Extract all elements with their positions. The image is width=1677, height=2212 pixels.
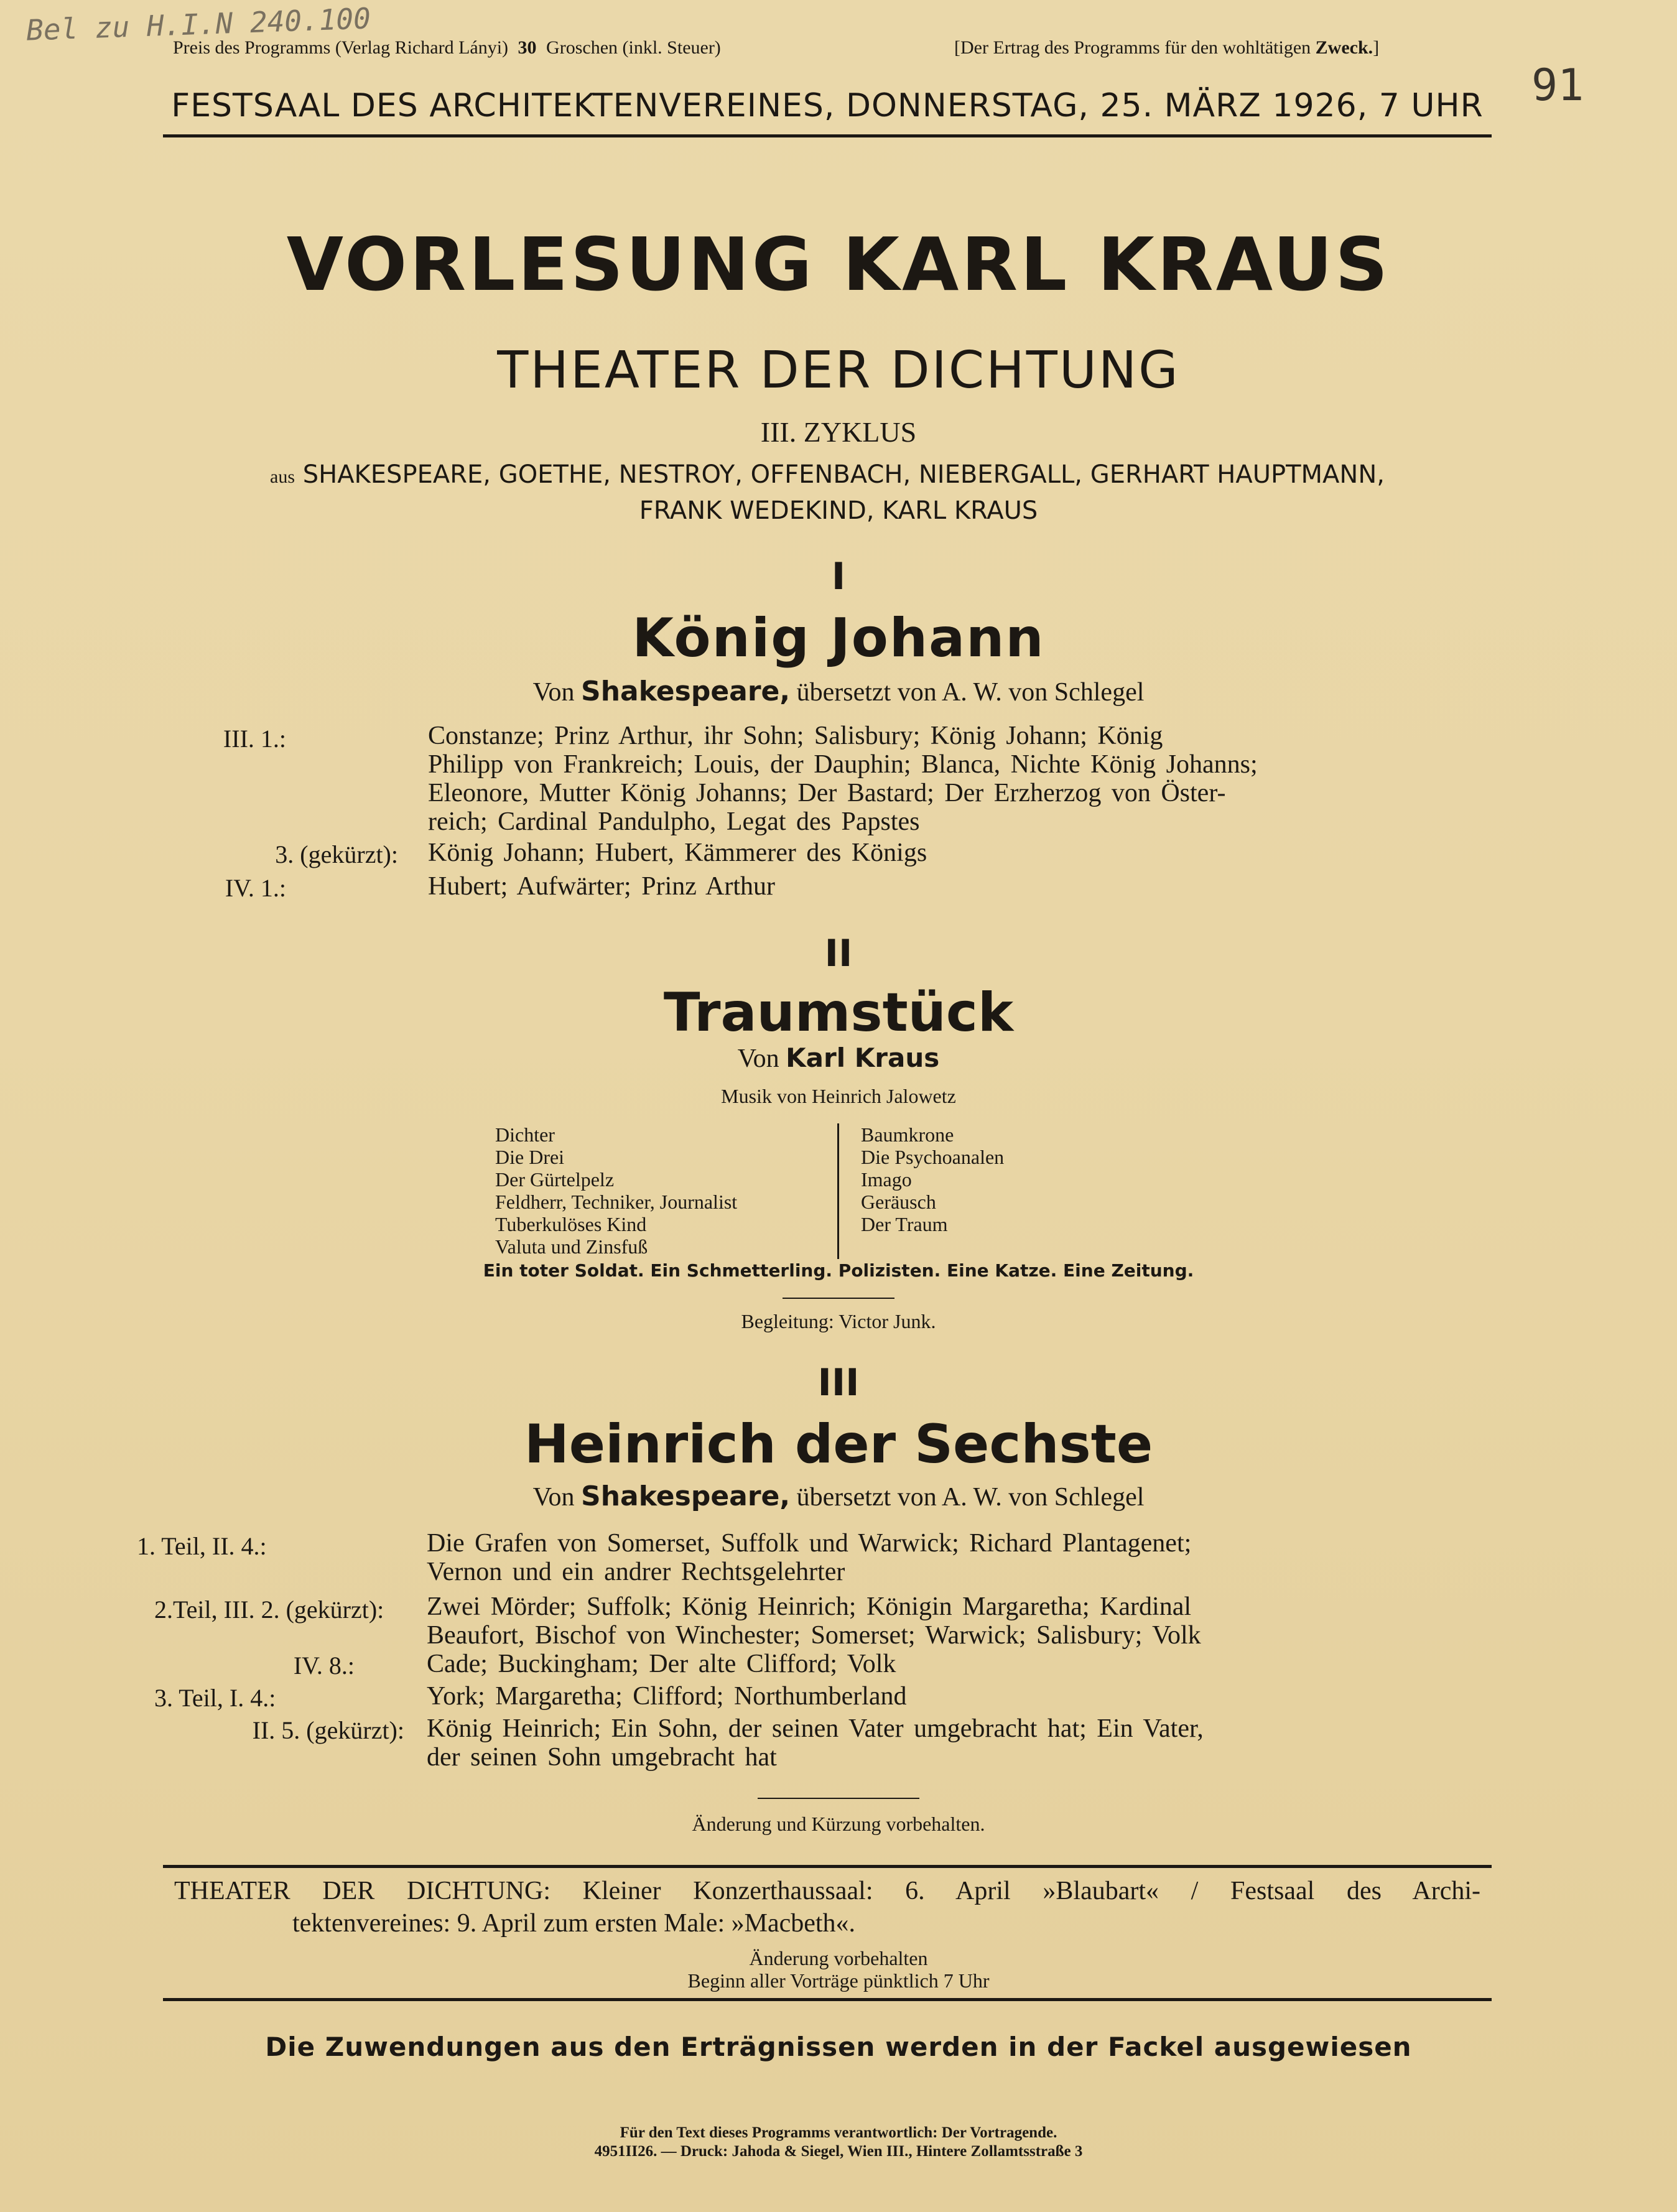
scene-label: IV. 1.:	[225, 874, 286, 902]
part2-title: Traumstück	[663, 982, 1014, 1044]
scene-label: 3. Teil, I. 4.:	[154, 1684, 276, 1712]
imprint-line-2: 4951II26. — Druck: Jahoda & Siegel, Wien III., Hintere Zollamtsstraße 3	[594, 2143, 1083, 2160]
proceeds-bracket: ]	[1373, 37, 1380, 58]
archive-note: Bel zu H.I.N 240.100	[26, 1, 371, 47]
scene-cast	[427, 1592, 1361, 1650]
part3-numeral: III	[817, 1361, 860, 1405]
part3-rule	[758, 1798, 919, 1799]
scene-cast	[427, 1682, 1361, 1711]
roles-left	[495, 1123, 737, 1258]
scene-label: III. 1.:	[223, 725, 286, 753]
notice-footer	[0, 1947, 1677, 1992]
cast-line: König Heinrich; Ein Sohn, der seinen Vater umgebracht hat; Ein Vater,	[427, 1714, 1204, 1743]
cast-line: Philipp von Frankreich; Louis, der Dauphin; Blanca, Nichte König Johanns;	[428, 750, 1258, 779]
cast-line: Hubert; Aufwärter; Prinz Arthur	[428, 872, 776, 901]
part3-title: Heinrich der Sechste	[524, 1413, 1153, 1475]
authors-line-1	[162, 460, 1493, 489]
cast-line: Eleonore, Mutter König Johanns; Der Bastard; Der Erzherzog von Öster-	[428, 779, 1226, 807]
notice-line-1: THEATER DER DICHTUNG: Kleiner Konzerthaussaal: 6. April »Blaubart« / Festsaal des Archi-	[174, 1877, 1480, 1905]
part2-rule	[783, 1298, 894, 1299]
part1-translator: übersetzt von A. W. von Schlegel	[796, 678, 1145, 707]
scene-cast	[427, 1529, 1361, 1586]
part2-music: Musik von Heinrich Jalowetz	[721, 1085, 956, 1107]
roles-right	[861, 1123, 1004, 1235]
role: Tuberkulöses Kind	[495, 1213, 647, 1235]
proceeds-bold: Zweck.	[1315, 37, 1373, 58]
notice-text	[174, 1875, 1480, 1940]
cycle-label: III. ZYKLUS	[760, 416, 917, 448]
cast-line: reich; Cardinal Pandulpho, Legat des Papstes	[428, 807, 920, 836]
part1-author: Shakespeare,	[581, 676, 791, 707]
scene-cast	[427, 1714, 1361, 1772]
part2-extras: Ein toter Soldat. Ein Schmetterling. Polizisten. Eine Katze. Eine Zeitung.	[483, 1260, 1194, 1281]
role: Imago	[861, 1168, 912, 1191]
scene-label: II. 5. (gekürzt):	[252, 1716, 404, 1744]
part1-byline	[0, 676, 1677, 707]
notice-bottom-rule	[163, 1998, 1492, 2001]
authors-aus: aus	[270, 467, 295, 487]
part3-by-pre: Von	[532, 1483, 575, 1512]
scene-label: 3. (gekürzt):	[275, 840, 398, 868]
part3-byline	[0, 1480, 1677, 1512]
price-line	[173, 37, 721, 58]
cast-line: König Johann; Hubert, Kämmerer des Königs	[428, 839, 927, 867]
role: Der Traum	[861, 1213, 948, 1235]
imprint	[0, 2124, 1677, 2161]
scene-cast	[428, 872, 1360, 901]
part2-author: Karl Kraus	[786, 1043, 940, 1073]
cast-line: Constanze; Prinz Arthur, ihr Sohn; Salisbury; König Johann; König	[428, 722, 1163, 750]
part2-byline	[0, 1043, 1677, 1074]
scene-label: IV. 8.:	[293, 1652, 355, 1680]
cast-line: Zwei Mörder; Suffolk; König Heinrich; Königin Margaretha; Kardinal	[427, 1592, 1192, 1621]
role: Die Psychoanalen	[861, 1146, 1005, 1168]
imprint-line-1: Für den Text dieses Programms verantwortlich: Der Vortragende.	[620, 2124, 1057, 2141]
cast-line: Cade; Buckingham; Der alte Clifford; Volk	[427, 1650, 896, 1678]
notice-start: Beginn aller Vorträge pünktlich 7 Uhr	[687, 1969, 990, 1992]
role: Valuta und Zinsfuß	[495, 1235, 648, 1258]
part2-by-pre: Von	[737, 1044, 779, 1073]
roles-divider	[837, 1123, 839, 1259]
proceeds-line	[954, 37, 1379, 58]
part3-translator: übersetzt von A. W. von Schlegel	[796, 1483, 1145, 1512]
price-amount: 30	[518, 37, 537, 58]
header-rule	[163, 134, 1492, 137]
donations-line: Die Zuwendungen aus den Erträgnissen werden in der Fackel ausgewiesen	[265, 2032, 1412, 2062]
cast-line: der seinen Sohn umgebracht hat	[427, 1743, 777, 1772]
role: Die Drei	[495, 1146, 565, 1168]
scene-cast	[427, 1650, 1361, 1678]
part1-numeral: I	[831, 555, 846, 598]
cast-line: Beaufort, Bischof von Winchester; Somerset; Warwick; Salisbury; Volk	[427, 1621, 1201, 1650]
authors-line-2: FRANK WEDEKIND, KARL KRAUS	[639, 496, 1038, 525]
page-number: 91	[1531, 60, 1584, 111]
part2-accompaniment: Begleitung: Victor Junk.	[741, 1310, 936, 1332]
price-text: Preis des Programms (Verlag Richard Lányi)	[173, 37, 509, 58]
venue-line: FESTSAAL DES ARCHITEKTENVEREINES, DONNERSTAG, 25. MÄRZ 1926, 7 UHR	[171, 87, 1484, 124]
notice-change: Änderung vorbehalten	[749, 1947, 928, 1969]
notice-top-rule	[163, 1865, 1492, 1868]
authors-list-1: SHAKESPEARE, GOETHE, NESTROY, OFFENBACH, NIEBERGALL, GERHART HAUPTMANN,	[302, 460, 1385, 489]
part2-numeral: II	[824, 932, 853, 975]
scene-label: 2.Teil, III. 2. (gekürzt):	[154, 1596, 384, 1624]
role: Baumkrone	[861, 1123, 954, 1146]
cast-line: York; Margaretha; Clifford; Northumberland	[427, 1682, 907, 1711]
cast-line: Vernon und ein andrer Rechtsgelehrter	[427, 1558, 845, 1586]
scene-label: 1. Teil, II. 4.:	[137, 1532, 267, 1560]
part1-by-pre: Von	[532, 678, 575, 707]
main-title: VORLESUNG KARL KRAUS	[286, 221, 1391, 307]
role: Geräusch	[861, 1191, 936, 1213]
role: Der Gürtelpelz	[495, 1168, 615, 1191]
cast-line: Die Grafen von Somerset, Suffolk und Warwick; Richard Plantagenet;	[427, 1529, 1192, 1558]
price-unit: Groschen (inkl. Steuer)	[546, 37, 721, 58]
part3-reserve: Änderung und Kürzung vorbehalten.	[692, 1813, 985, 1835]
part3-author: Shakespeare,	[581, 1480, 791, 1512]
scene-cast	[428, 722, 1360, 836]
role: Dichter	[495, 1123, 555, 1146]
scene-cast	[428, 839, 1360, 867]
part1-title: König Johann	[632, 607, 1045, 669]
proceeds-text: [Der Ertrag des Programms für den wohltätigen	[954, 37, 1311, 58]
series-title: THEATER DER DICHTUNG	[497, 341, 1180, 400]
notice-line-2: tektenvereines: 9. April zum ersten Male: »Macbeth«.	[292, 1909, 856, 1938]
role: Feldherr, Techniker, Journalist	[495, 1191, 738, 1213]
